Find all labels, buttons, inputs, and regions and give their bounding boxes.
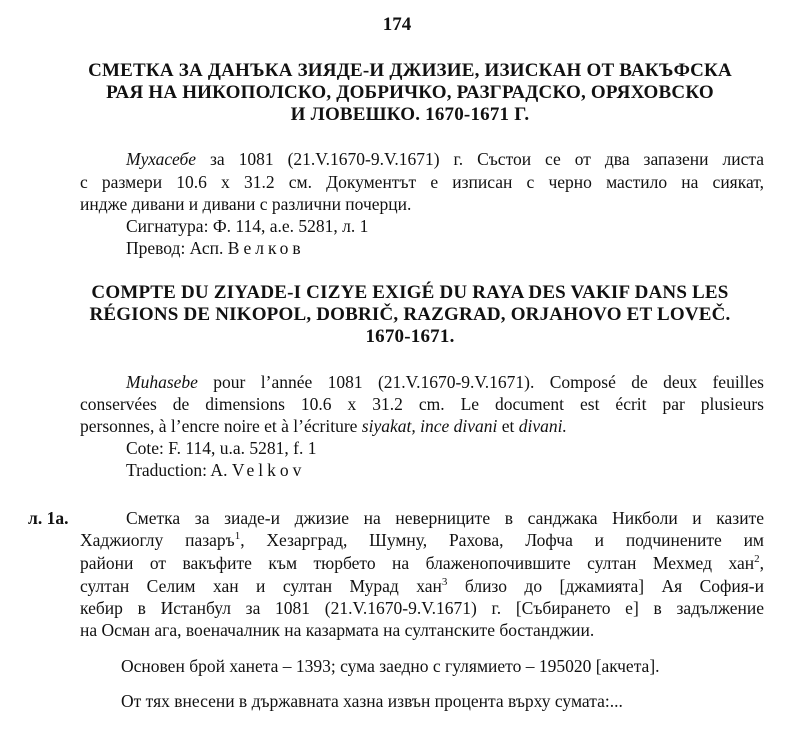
page-number: 174 [382, 14, 412, 35]
body-line-2 [80, 529, 764, 551]
fr-desc-line-2: conservées de dimensions 10.6 x 31.2 cm. Le document est écrit par plusieurs [80, 394, 764, 414]
fr-translation [126, 459, 305, 481]
bg-desc-term: Мухасебе [126, 149, 197, 169]
fr-desc-line-1-text: pour l’année 1081 (21.V.1670-9.V.1671). Composé de deux feuilles [197, 372, 764, 392]
body-line-1: Сметка за зиаде-и джизие на неверниците в санджака Никболи и казите [126, 508, 764, 528]
body-line-4-b: близо до [джамията] Ая София-и [447, 576, 764, 596]
footnote-ref-3: 3 [441, 576, 448, 588]
bg-translation [126, 237, 305, 259]
fr-translation-label: Traduction: A. [126, 460, 232, 480]
body-line-2-b: , Хезарград, Шумну, Рахова, Лофча и подчинените им [240, 530, 765, 550]
bg-desc-line-3: индже дивани и дивани с различни почерци. [80, 194, 412, 214]
folio-label: л. 1а. [28, 508, 69, 528]
body-line-5: кебир в Истанбул за 1081 (21.V.1670-9.V.1671) г. [Събирането е] в задължение [80, 598, 764, 618]
bg-title-line-1: СМЕТКА ЗА ДАНЪКА ЗИЯДЕ-И ДЖИЗИЕ, ИЗИСКАН ОТ ВАКЪФСКА [88, 60, 732, 81]
body-line-3-b: , [759, 553, 764, 573]
body-line-3-a: райони от вакъфите към тюрбето на блаженопочившите султан Мехмед хан [80, 553, 755, 573]
body-line-2-a: Хаджиоглу пазаръ [80, 530, 235, 550]
bg-desc-line-1-text: за 1081 (21.V.1670-9.V.1671) г. Състои се от два запазени листа [196, 149, 764, 169]
bg-title-line-2: РАЯ НА НИКОПОЛСКО, ДОБРИЧКО, РАЗГРАДСКО, ОРЯХОВСКО [106, 82, 714, 103]
fr-desc-line-3-d: divani. [518, 416, 567, 436]
fr-title-line-2: RÉGIONS DE NIKOPOL, DOBRIČ, RAZGRAD, ORJAHOVO ET LOVEČ. [89, 304, 731, 325]
fr-cote: Cote: F. 114, u.a. 5281, f. 1 [126, 438, 317, 458]
fr-desc-line-3 [80, 415, 567, 437]
fr-title-line-3: 1670-1671. [365, 326, 455, 347]
bg-title-line-3: И ЛОВЕШКО. 1670-1671 Г. [290, 104, 530, 125]
bg-signature: Сигнатура: Ф. 114, а.е. 5281, л. 1 [126, 216, 369, 236]
footnote-ref-1: 1 [234, 530, 241, 542]
body-paragraph-2: Основен брой ханета – 1393; сума заедно с гулямието – 195020 [акчета]. [121, 656, 660, 676]
bg-translator-name: Велков [227, 238, 305, 258]
bg-translation-label: Превод: Асп. [126, 238, 228, 258]
body-line-4 [80, 575, 764, 597]
fr-desc-line-3-b: siyakat, ince divani [361, 416, 498, 436]
fr-desc-term: Muhasebe [126, 372, 198, 392]
fr-title-line-1: COMPTE DU ZIYADE-I CIZYE EXIGÉ DU RAYA DES VAKIF DANS LES [91, 282, 729, 303]
body-line-4-a: султан Селим хан и султан Мурад хан [80, 576, 442, 596]
footnote-ref-2: 2 [754, 553, 760, 565]
body-line-6: на Осман ага, военачалник на казармата на султанските бостанджии. [80, 620, 595, 640]
bg-desc-line-1 [126, 148, 764, 170]
body-line-3 [80, 552, 764, 574]
fr-desc-line-1 [126, 371, 764, 393]
body-paragraph-3: От тях внесени в държавната хазна извън процента върху сумата:... [121, 691, 623, 711]
fr-desc-line-3-a: personnes, à l’encre noire et à l’écriture [80, 416, 362, 436]
fr-desc-line-3-c: et [497, 416, 519, 436]
fr-translator-name: Velkov [231, 460, 306, 480]
bg-desc-line-2: с размери 10.6 х 31.2 см. Документът е изписан с черно мастило на сиякат, [80, 172, 764, 192]
